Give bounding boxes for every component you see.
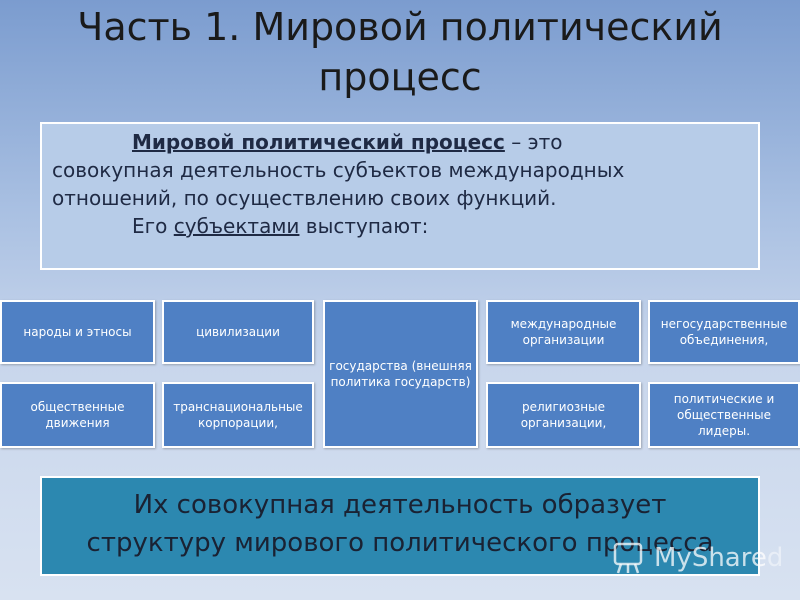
definition-continuation: совокупная деятельность субъектов международных отношений, по осуществлению своих функций. bbox=[52, 158, 625, 210]
definition-term-tail: – это bbox=[504, 130, 563, 154]
definition-box bbox=[40, 122, 760, 270]
subjects-word: субъектами bbox=[173, 214, 300, 238]
subject-leaders: политические и общественные лидеры. bbox=[648, 382, 800, 448]
slide-title bbox=[0, 0, 800, 114]
subjects-suffix: выступают: bbox=[299, 214, 429, 238]
wordmark-tail: d bbox=[766, 543, 784, 573]
subject-peoples: народы и этносы bbox=[0, 300, 155, 364]
subject-intl-orgs: международные организации bbox=[486, 300, 641, 364]
conclusion-line2: структуру мирового политического процесса bbox=[86, 528, 714, 558]
subject-tnc: транснациональные корпорации, bbox=[162, 382, 314, 448]
myshared-logo-icon bbox=[612, 541, 648, 575]
myshared-watermark bbox=[612, 538, 788, 578]
slide-title-line1: Часть 1. Мировой политический bbox=[77, 5, 723, 49]
myshared-wordmark bbox=[654, 543, 783, 573]
subject-civilizations: цивилизации bbox=[162, 300, 314, 364]
conclusion-line1: Их совокупная деятельность образует bbox=[133, 490, 667, 520]
definition-first-line bbox=[52, 128, 748, 156]
subjects-intro bbox=[52, 212, 748, 240]
definition-term: Мировой политический процесс bbox=[132, 130, 505, 154]
subject-social-movements: общественные движения bbox=[0, 382, 155, 448]
subject-states: государства (внешняя политика государств) bbox=[323, 300, 478, 448]
wordmark-main: MyShare bbox=[654, 543, 767, 573]
slide-title-line2: процесс bbox=[318, 55, 482, 99]
subject-ngo: негосударственные объединения, bbox=[648, 300, 800, 364]
subjects-prefix: Его bbox=[132, 214, 174, 238]
subject-religious: религиозные организации, bbox=[486, 382, 641, 448]
